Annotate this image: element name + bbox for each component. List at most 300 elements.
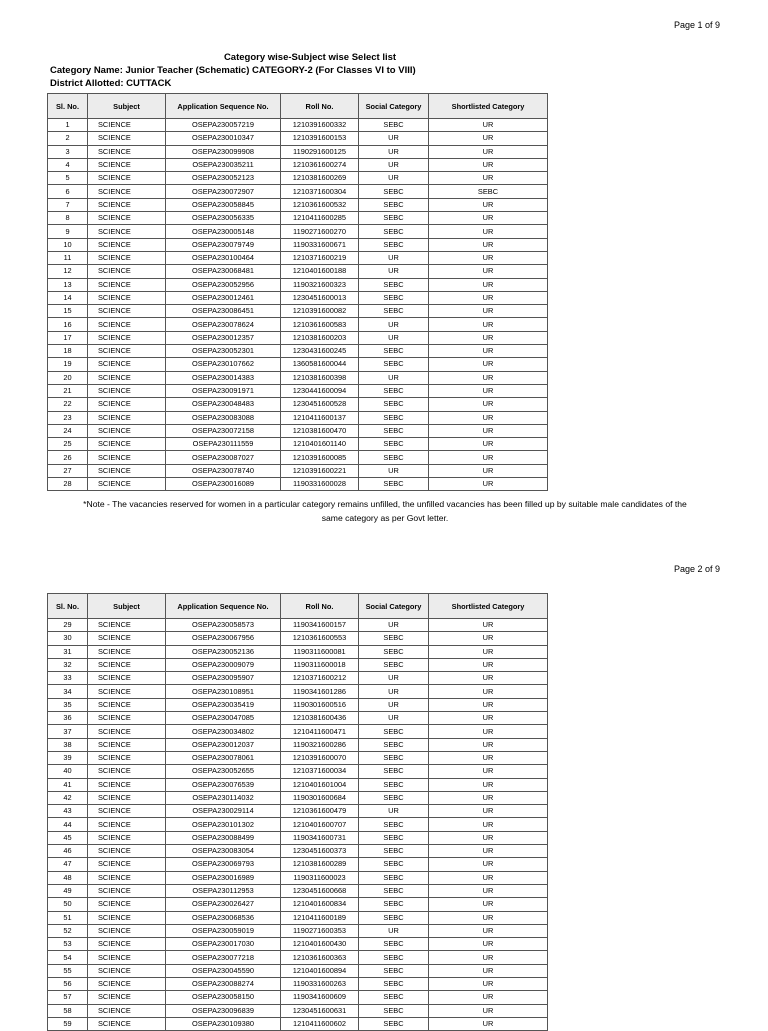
cell-sl-no: 42 — [48, 791, 88, 804]
cell-social-category: SEBC — [359, 778, 429, 791]
cell-social-category: SEBC — [359, 938, 429, 951]
cell-roll-no: 1210381600398 — [281, 371, 359, 384]
cell-roll-no: 1210391600070 — [281, 751, 359, 764]
cell-social-category: SEBC — [359, 645, 429, 658]
cell-shortlisted-category: UR — [429, 238, 548, 251]
cell-sl-no: 53 — [48, 938, 88, 951]
cell-application-seq: OSEPA230045590 — [166, 964, 281, 977]
cell-roll-no: 1210411600602 — [281, 1017, 359, 1030]
cell-subject: SCIENCE — [88, 725, 166, 738]
table-row — [48, 145, 548, 158]
cell-shortlisted-category: UR — [429, 158, 548, 171]
cell-shortlisted-category: UR — [429, 791, 548, 804]
cell-application-seq: OSEPA230083054 — [166, 845, 281, 858]
cell-sl-no: 16 — [48, 318, 88, 331]
cell-roll-no: 1210361600553 — [281, 632, 359, 645]
cell-shortlisted-category: UR — [429, 384, 548, 397]
cell-sl-no: 46 — [48, 845, 88, 858]
cell-sl-no: 51 — [48, 911, 88, 924]
cell-shortlisted-category: UR — [429, 672, 548, 685]
table-row — [48, 951, 548, 964]
cell-application-seq: OSEPA230012461 — [166, 291, 281, 304]
cell-sl-no: 21 — [48, 384, 88, 397]
cell-social-category: UR — [359, 924, 429, 937]
cell-application-seq: OSEPA230012357 — [166, 331, 281, 344]
table-row — [48, 884, 548, 897]
cell-application-seq: OSEPA230114032 — [166, 791, 281, 804]
cell-application-seq: OSEPA230035211 — [166, 158, 281, 171]
cell-application-seq: OSEPA230052136 — [166, 645, 281, 658]
cell-shortlisted-category: UR — [429, 145, 548, 158]
cell-roll-no: 1210371600304 — [281, 185, 359, 198]
cell-application-seq: OSEPA230034802 — [166, 725, 281, 738]
cell-application-seq: OSEPA230005148 — [166, 225, 281, 238]
cell-roll-no: 1210401601140 — [281, 438, 359, 451]
table-row — [48, 778, 548, 791]
cell-subject: SCIENCE — [88, 238, 166, 251]
cell-shortlisted-category: UR — [429, 751, 548, 764]
cell-roll-no: 1210371600034 — [281, 765, 359, 778]
col-header-application-seq: Application Sequence No. — [166, 594, 281, 619]
cell-social-category: SEBC — [359, 978, 429, 991]
cell-subject: SCIENCE — [88, 318, 166, 331]
cell-shortlisted-category: UR — [429, 831, 548, 844]
cell-roll-no: 1190331600028 — [281, 478, 359, 491]
cell-social-category: SEBC — [359, 198, 429, 211]
cell-social-category: SEBC — [359, 345, 429, 358]
cell-subject: SCIENCE — [88, 212, 166, 225]
table-row — [48, 212, 548, 225]
table-row — [48, 358, 548, 371]
table-row — [48, 398, 548, 411]
cell-application-seq: OSEPA230072158 — [166, 424, 281, 437]
cell-sl-no: 26 — [48, 451, 88, 464]
cell-social-category: SEBC — [359, 1017, 429, 1030]
cell-social-category: UR — [359, 331, 429, 344]
cell-roll-no: 1230451600528 — [281, 398, 359, 411]
cell-application-seq: OSEPA230048483 — [166, 398, 281, 411]
cell-subject: SCIENCE — [88, 964, 166, 977]
cell-subject: SCIENCE — [88, 924, 166, 937]
cell-application-seq: OSEPA230076539 — [166, 778, 281, 791]
cell-social-category: SEBC — [359, 632, 429, 645]
cell-shortlisted-category: UR — [429, 371, 548, 384]
cell-roll-no: 1210411600471 — [281, 725, 359, 738]
cell-shortlisted-category: UR — [429, 331, 548, 344]
cell-subject: SCIENCE — [88, 778, 166, 791]
cell-sl-no: 14 — [48, 291, 88, 304]
cell-sl-no: 35 — [48, 698, 88, 711]
cell-shortlisted-category: UR — [429, 898, 548, 911]
cell-shortlisted-category: UR — [429, 251, 548, 264]
cell-roll-no: 1190301600684 — [281, 791, 359, 804]
cell-application-seq: OSEPA230058845 — [166, 198, 281, 211]
col-header-roll-no: Roll No. — [281, 594, 359, 619]
cell-application-seq: OSEPA230101302 — [166, 818, 281, 831]
cell-shortlisted-category: UR — [429, 464, 548, 477]
category-name: Category Name: Junior Teacher (Schematic) CATEGORY-2 (For Classes VI to VIII) — [50, 65, 416, 76]
cell-subject: SCIENCE — [88, 185, 166, 198]
cell-shortlisted-category: UR — [429, 451, 548, 464]
col-header-sl-no: Sl. No. — [48, 94, 88, 119]
cell-social-category: SEBC — [359, 765, 429, 778]
cell-application-seq: OSEPA230107662 — [166, 358, 281, 371]
list-title: Category wise-Subject wise Select list — [223, 52, 397, 63]
cell-application-seq: OSEPA230100464 — [166, 251, 281, 264]
cell-application-seq: OSEPA230068481 — [166, 265, 281, 278]
cell-application-seq: OSEPA230077218 — [166, 951, 281, 964]
table-row — [48, 331, 548, 344]
cell-subject: SCIENCE — [88, 291, 166, 304]
cell-social-category: UR — [359, 712, 429, 725]
cell-subject: SCIENCE — [88, 871, 166, 884]
cell-social-category: SEBC — [359, 185, 429, 198]
table-row — [48, 1017, 548, 1030]
cell-roll-no: 1190311600081 — [281, 645, 359, 658]
cell-application-seq: OSEPA230052301 — [166, 345, 281, 358]
cell-subject: SCIENCE — [88, 898, 166, 911]
cell-sl-no: 4 — [48, 158, 88, 171]
table-row — [48, 451, 548, 464]
col-header-shortlisted-category: Shortlisted Category — [429, 594, 548, 619]
cell-shortlisted-category: UR — [429, 398, 548, 411]
cell-sl-no: 8 — [48, 212, 88, 225]
cell-social-category: UR — [359, 805, 429, 818]
table-header-row — [48, 594, 548, 619]
table-row — [48, 251, 548, 264]
cell-sl-no: 19 — [48, 358, 88, 371]
cell-application-seq: OSEPA230088274 — [166, 978, 281, 991]
cell-roll-no: 1190311600018 — [281, 658, 359, 671]
cell-subject: SCIENCE — [88, 818, 166, 831]
cell-application-seq: OSEPA230016989 — [166, 871, 281, 884]
cell-sl-no: 55 — [48, 964, 88, 977]
cell-application-seq: OSEPA230058150 — [166, 991, 281, 1004]
cell-sl-no: 45 — [48, 831, 88, 844]
cell-subject: SCIENCE — [88, 172, 166, 185]
table-row — [48, 765, 548, 778]
note — [50, 497, 720, 525]
table-row — [48, 911, 548, 924]
cell-subject: SCIENCE — [88, 345, 166, 358]
note-line-1: *Note - The vacancies reserved for women in a particular category remains unfilled, the unfilled vacancies has been filled up by suitable male candidates of the — [83, 499, 687, 509]
cell-shortlisted-category: UR — [429, 978, 548, 991]
cell-shortlisted-category: UR — [429, 818, 548, 831]
cell-sl-no: 30 — [48, 632, 88, 645]
cell-roll-no: 1210371600219 — [281, 251, 359, 264]
cell-sl-no: 56 — [48, 978, 88, 991]
cell-shortlisted-category: UR — [429, 911, 548, 924]
cell-subject: SCIENCE — [88, 712, 166, 725]
cell-social-category: UR — [359, 464, 429, 477]
cell-roll-no: 1190271600353 — [281, 924, 359, 937]
cell-roll-no: 1210401600707 — [281, 818, 359, 831]
table-row — [48, 619, 548, 632]
cell-social-category: SEBC — [359, 725, 429, 738]
table-row — [48, 225, 548, 238]
cell-sl-no: 50 — [48, 898, 88, 911]
cell-shortlisted-category: UR — [429, 645, 548, 658]
cell-subject: SCIENCE — [88, 738, 166, 751]
cell-shortlisted-category: UR — [429, 305, 548, 318]
table-row — [48, 858, 548, 871]
select-list-table-page-2 — [47, 593, 548, 1031]
cell-sl-no: 59 — [48, 1017, 88, 1030]
cell-application-seq: OSEPA230069793 — [166, 858, 281, 871]
cell-social-category: UR — [359, 158, 429, 171]
cell-subject: SCIENCE — [88, 371, 166, 384]
cell-sl-no: 54 — [48, 951, 88, 964]
cell-application-seq: OSEPA230096839 — [166, 1004, 281, 1017]
cell-social-category: SEBC — [359, 991, 429, 1004]
cell-shortlisted-category: UR — [429, 805, 548, 818]
cell-sl-no: 37 — [48, 725, 88, 738]
cell-roll-no: 1190311600023 — [281, 871, 359, 884]
table-row — [48, 291, 548, 304]
cell-application-seq: OSEPA230056335 — [166, 212, 281, 225]
cell-social-category: UR — [359, 318, 429, 331]
cell-roll-no: 1210361600363 — [281, 951, 359, 964]
cell-roll-no: 1190341601286 — [281, 685, 359, 698]
cell-application-seq: OSEPA230017030 — [166, 938, 281, 951]
table-row — [48, 738, 548, 751]
cell-roll-no: 1190271600270 — [281, 225, 359, 238]
cell-application-seq: OSEPA230029114 — [166, 805, 281, 818]
page-number-2: Page 2 of 9 — [673, 564, 720, 574]
table-row — [48, 305, 548, 318]
col-header-social-category: Social Category — [359, 594, 429, 619]
cell-subject: SCIENCE — [88, 951, 166, 964]
cell-application-seq: OSEPA230010347 — [166, 132, 281, 145]
cell-subject: SCIENCE — [88, 464, 166, 477]
cell-roll-no: 1190291600125 — [281, 145, 359, 158]
cell-application-seq: OSEPA230026427 — [166, 898, 281, 911]
table-row — [48, 438, 548, 451]
cell-shortlisted-category: UR — [429, 1004, 548, 1017]
cell-shortlisted-category: UR — [429, 225, 548, 238]
cell-shortlisted-category: UR — [429, 318, 548, 331]
table-row — [48, 318, 548, 331]
cell-sl-no: 11 — [48, 251, 88, 264]
table-row — [48, 845, 548, 858]
cell-shortlisted-category: SEBC — [429, 185, 548, 198]
cell-shortlisted-category: UR — [429, 858, 548, 871]
cell-sl-no: 24 — [48, 424, 88, 437]
cell-sl-no: 3 — [48, 145, 88, 158]
table-row — [48, 898, 548, 911]
table-body-page-1 — [48, 119, 548, 491]
cell-sl-no: 36 — [48, 712, 88, 725]
table-row — [48, 411, 548, 424]
cell-sl-no: 13 — [48, 278, 88, 291]
cell-application-seq: OSEPA230079749 — [166, 238, 281, 251]
cell-shortlisted-category: UR — [429, 951, 548, 964]
cell-sl-no: 1 — [48, 119, 88, 132]
cell-shortlisted-category: UR — [429, 424, 548, 437]
cell-application-seq: OSEPA230047085 — [166, 712, 281, 725]
cell-shortlisted-category: UR — [429, 964, 548, 977]
cell-sl-no: 44 — [48, 818, 88, 831]
cell-social-category: UR — [359, 251, 429, 264]
cell-application-seq: OSEPA230078740 — [166, 464, 281, 477]
table-row — [48, 132, 548, 145]
table-row — [48, 658, 548, 671]
cell-application-seq: OSEPA230058573 — [166, 619, 281, 632]
cell-application-seq: OSEPA230014383 — [166, 371, 281, 384]
col-header-social-category: Social Category — [359, 94, 429, 119]
table-row — [48, 831, 548, 844]
cell-sl-no: 33 — [48, 672, 88, 685]
cell-roll-no: 1210401600894 — [281, 964, 359, 977]
cell-shortlisted-category: UR — [429, 172, 548, 185]
cell-roll-no: 1190321600286 — [281, 738, 359, 751]
cell-social-category: SEBC — [359, 964, 429, 977]
cell-application-seq: OSEPA230052123 — [166, 172, 281, 185]
cell-shortlisted-category: UR — [429, 119, 548, 132]
cell-social-category: SEBC — [359, 384, 429, 397]
table-row — [48, 978, 548, 991]
cell-roll-no: 1190341600609 — [281, 991, 359, 1004]
table-row — [48, 265, 548, 278]
cell-application-seq: OSEPA230059019 — [166, 924, 281, 937]
col-header-roll-no: Roll No. — [281, 94, 359, 119]
cell-subject: SCIENCE — [88, 158, 166, 171]
cell-subject: SCIENCE — [88, 698, 166, 711]
cell-sl-no: 34 — [48, 685, 88, 698]
cell-sl-no: 58 — [48, 1004, 88, 1017]
cell-sl-no: 20 — [48, 371, 88, 384]
cell-application-seq: OSEPA230016089 — [166, 478, 281, 491]
cell-roll-no: 1190341600731 — [281, 831, 359, 844]
cell-shortlisted-category: UR — [429, 619, 548, 632]
cell-application-seq: OSEPA230111559 — [166, 438, 281, 451]
cell-subject: SCIENCE — [88, 251, 166, 264]
table-row — [48, 924, 548, 937]
table-row — [48, 119, 548, 132]
cell-roll-no: 1210401600188 — [281, 265, 359, 278]
cell-roll-no: 1190331600263 — [281, 978, 359, 991]
cell-sl-no: 41 — [48, 778, 88, 791]
cell-social-category: SEBC — [359, 225, 429, 238]
cell-sl-no: 27 — [48, 464, 88, 477]
cell-shortlisted-category: UR — [429, 845, 548, 858]
cell-shortlisted-category: UR — [429, 738, 548, 751]
cell-roll-no: 1210401600834 — [281, 898, 359, 911]
cell-shortlisted-category: UR — [429, 698, 548, 711]
cell-subject: SCIENCE — [88, 911, 166, 924]
cell-social-category: SEBC — [359, 791, 429, 804]
cell-shortlisted-category: UR — [429, 924, 548, 937]
table-row — [48, 938, 548, 951]
col-header-application-seq: Application Sequence No. — [166, 94, 281, 119]
cell-application-seq: OSEPA230012037 — [166, 738, 281, 751]
cell-social-category: SEBC — [359, 424, 429, 437]
cell-application-seq: OSEPA230095907 — [166, 672, 281, 685]
cell-application-seq: OSEPA230083088 — [166, 411, 281, 424]
cell-social-category: UR — [359, 619, 429, 632]
cell-subject: SCIENCE — [88, 751, 166, 764]
cell-subject: SCIENCE — [88, 831, 166, 844]
cell-roll-no: 1230451600631 — [281, 1004, 359, 1017]
cell-application-seq: OSEPA230078061 — [166, 751, 281, 764]
cell-application-seq: OSEPA230099908 — [166, 145, 281, 158]
cell-application-seq: OSEPA230052956 — [166, 278, 281, 291]
table-row — [48, 964, 548, 977]
cell-application-seq: OSEPA230009079 — [166, 658, 281, 671]
cell-subject: SCIENCE — [88, 632, 166, 645]
cell-sl-no: 29 — [48, 619, 88, 632]
cell-roll-no: 1210381600289 — [281, 858, 359, 871]
table-row — [48, 371, 548, 384]
cell-shortlisted-category: UR — [429, 685, 548, 698]
cell-subject: SCIENCE — [88, 451, 166, 464]
cell-social-category: SEBC — [359, 884, 429, 897]
table-row — [48, 751, 548, 764]
cell-subject: SCIENCE — [88, 145, 166, 158]
cell-subject: SCIENCE — [88, 132, 166, 145]
cell-shortlisted-category: UR — [429, 411, 548, 424]
cell-shortlisted-category: UR — [429, 438, 548, 451]
cell-subject: SCIENCE — [88, 991, 166, 1004]
cell-roll-no: 1190341600157 — [281, 619, 359, 632]
table-row — [48, 238, 548, 251]
cell-roll-no: 1210401600430 — [281, 938, 359, 951]
cell-social-category: SEBC — [359, 305, 429, 318]
cell-roll-no: 1210411600189 — [281, 911, 359, 924]
cell-sl-no: 40 — [48, 765, 88, 778]
cell-shortlisted-category: UR — [429, 198, 548, 211]
table-row — [48, 278, 548, 291]
cell-social-category: SEBC — [359, 911, 429, 924]
cell-social-category: SEBC — [359, 478, 429, 491]
cell-social-category: SEBC — [359, 398, 429, 411]
table-row — [48, 632, 548, 645]
cell-shortlisted-category: UR — [429, 658, 548, 671]
cell-sl-no: 31 — [48, 645, 88, 658]
cell-application-seq: OSEPA230109380 — [166, 1017, 281, 1030]
cell-roll-no: 1230451600668 — [281, 884, 359, 897]
cell-social-category: SEBC — [359, 818, 429, 831]
cell-subject: SCIENCE — [88, 805, 166, 818]
table-row — [48, 345, 548, 358]
cell-roll-no: 1210381600436 — [281, 712, 359, 725]
cell-subject: SCIENCE — [88, 398, 166, 411]
cell-subject: SCIENCE — [88, 265, 166, 278]
cell-social-category: SEBC — [359, 238, 429, 251]
cell-sl-no: 2 — [48, 132, 88, 145]
cell-social-category: UR — [359, 145, 429, 158]
table-row — [48, 991, 548, 1004]
note-line-2: same category as per Govt letter. — [321, 513, 449, 523]
cell-subject: SCIENCE — [88, 658, 166, 671]
col-header-subject: Subject — [88, 94, 166, 119]
cell-sl-no: 7 — [48, 198, 88, 211]
cell-subject: SCIENCE — [88, 331, 166, 344]
cell-social-category: UR — [359, 685, 429, 698]
cell-shortlisted-category: UR — [429, 358, 548, 371]
cell-application-seq: OSEPA230072907 — [166, 185, 281, 198]
cell-shortlisted-category: UR — [429, 1017, 548, 1030]
cell-shortlisted-category: UR — [429, 991, 548, 1004]
cell-social-category: SEBC — [359, 411, 429, 424]
cell-roll-no: 1230451600013 — [281, 291, 359, 304]
cell-roll-no: 1210391600221 — [281, 464, 359, 477]
cell-shortlisted-category: UR — [429, 871, 548, 884]
district-allotted: District Allotted: CUTTACK — [50, 78, 172, 89]
cell-subject: SCIENCE — [88, 424, 166, 437]
table-row — [48, 464, 548, 477]
table-row — [48, 158, 548, 171]
